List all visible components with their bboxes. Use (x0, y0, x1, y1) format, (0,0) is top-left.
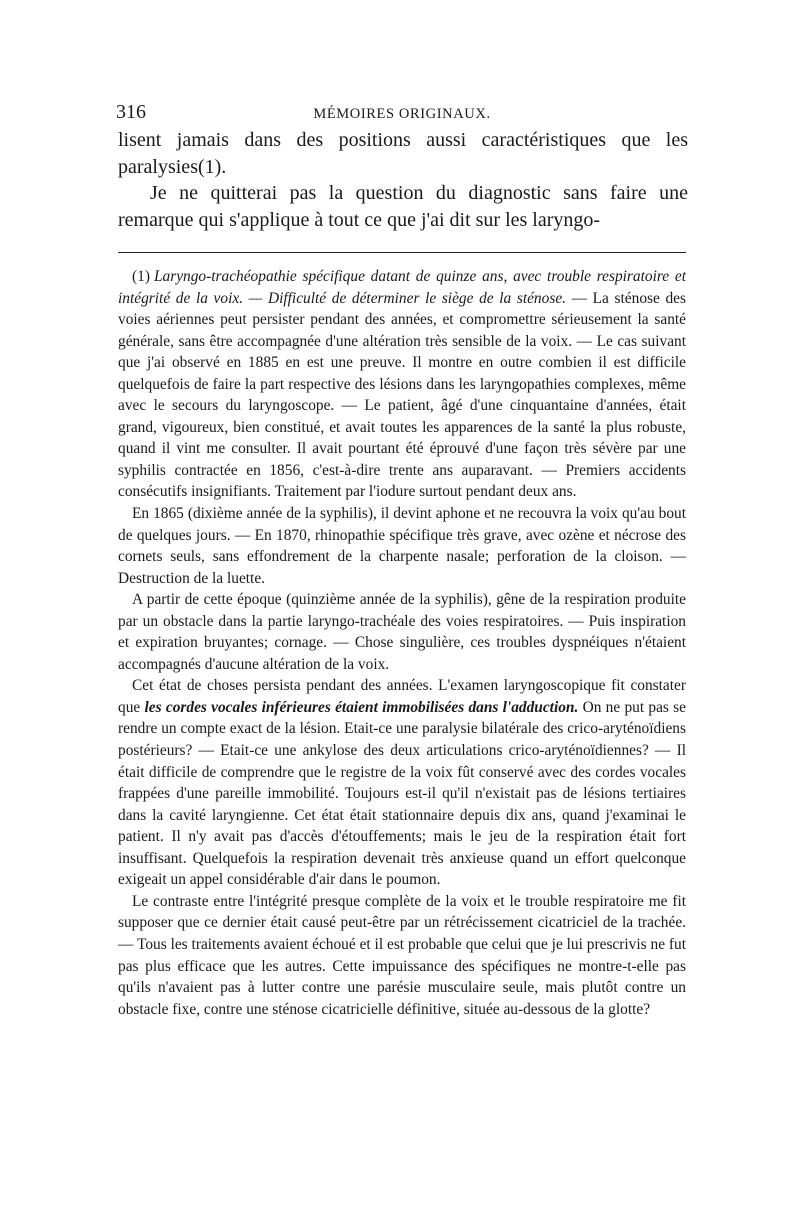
footnote-text: On ne put pas se rendre un compte exact de la lésion. Etait-ce une paralysie bilatérale des crico-aryténoïdiens postérieurs? — Etait-ce une ankylose des deux articulations crico-aryténoïdiennes? — Il était difficile de comprendre que le registre de la voix fût conservé avec des cordes vocales frappées d'une pareille immobilité. Toujours est-il qu'il n'existait pas de lésions tertiaires dans la cavité laryngienne. Cet état était stationnaire depuis dix ans, quand j'examinai le patient. Il n'y avait pas d'accès d'étouffements; mais le jeu de la respiration était fort insuffisant. Quelquefois la respiration devenait très anxieuse quand un effort quelconque exigeait un appel considérable d'air dans le poumon. (118, 698, 687, 889)
footnote-paragraph (118, 266, 686, 503)
page-header (116, 100, 688, 130)
main-text (118, 127, 688, 233)
footnote-paragraph: En 1865 (dixième année de la syphilis), il devint aphone et ne recouvra la voix qu'au bout de quelques jours. — En 1870, rhinopathie spécifique très grave, avec ozène et nécrose des cornets seuls, sans effondrement de la charpente nasale; perforation de la cloison. — Destruction de la luette. (118, 505, 686, 587)
footnote-paragraph (118, 675, 686, 890)
page-number: 316 (116, 101, 146, 123)
paragraph: Je ne quitterai pas la question du diagnostic sans faire une remarque qui s'applique à tout ce que j'ai dit sur les laryngo- (118, 182, 688, 231)
footnote (118, 266, 686, 1020)
footnote-paragraph: A partir de cette époque (quinzième année de la syphilis), gêne de la respiration produite par un obstacle dans la partie laryngo-trachéale des voies respiratoires. — Puis inspiration et expiration bruyantes; cornage. — Chose singulière, ces troubles dyspnéiques n'étaient accompagnés d'aucune altération de la voix. (118, 591, 686, 673)
footnote-text: Cet état de choses persista pendant des années. L'examen laryngoscopique fit constater que (118, 677, 686, 716)
footnote-heading: Laryngo-trachéopathie spécifique datant de quinze ans, avec trouble respiratoire et intégrité de la voix. — Difficulté de déterminer le siège de la sténose. (118, 268, 686, 307)
running-title: MÉMOIRES ORIGINAUX. (313, 106, 491, 122)
paragraph: lisent jamais dans des positions aussi caractéristiques que les paralysies(1). (118, 129, 688, 178)
footnote-marker: (1) (132, 268, 150, 285)
footnote-text: — La sténose des voies aériennes peut persister pendant des années, et compromettre sérieusement la santé générale, sans être accompagnée d'une altération très sensible de la voix. — Le cas suivant que j'ai observé en 1885 en est une preuve. Il montre en outre combien il est difficile quelquefois de faire la part respective des lésions dans les laryngopathies complexes, même avec le secours du laryngoscope. — Le patient, âgé d'une cinquantaine d'années, était grand, vigoureux, bien constitué, et avait toutes les apparences de la santé la plus robuste, quand il vint me consulter. Il avait pourtant été éprouvé d'une façon très sévère par une syphilis contractée en 1856, c'est-à-dire trente ans auparavant. — Premiers accidents consécutifs insignifiants. Traitement par l'iodure surtout pendant deux ans. (118, 289, 686, 501)
footnote-separator (118, 252, 686, 253)
emphasized-text: les cordes vocales inférieures étaient immobilisées dans l'adduction. (144, 698, 579, 716)
footnote-paragraph: Le contraste entre l'intégrité presque complète de la voix et le trouble respiratoire me fit supposer que ce dernier était causé peut-être par un rétrécissement cicatriciel de la trachée. — Tous les traitements avaient échoué et il est probable que celui que je lui prescrivis ne fut pas plus efficace que les autres. Cette impuissance des spécifiques ne montre-t-elle pas qu'ils n'avaient pas à lutter contre une parésie musculaire seule, mais plutôt contre un obstacle fixe, contre une sténose cicatricielle définitive, située au-dessous de la glotte? (118, 892, 686, 1018)
